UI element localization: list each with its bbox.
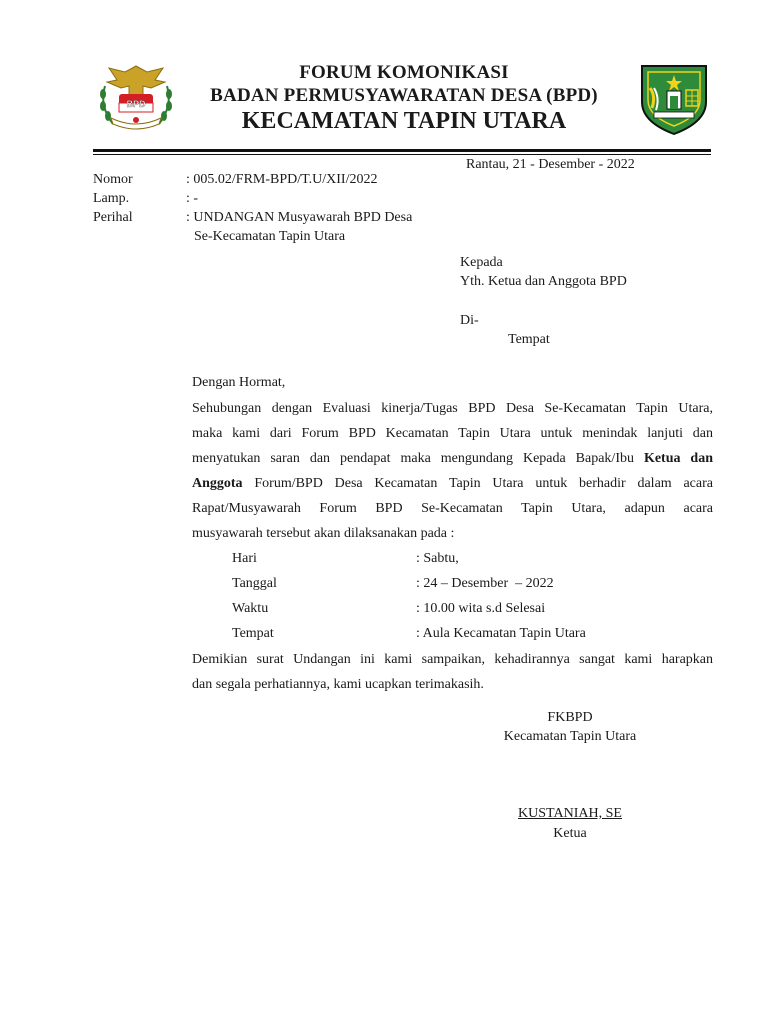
schedule-label-tanggal: Tanggal	[232, 576, 277, 591]
header-rule-thin	[93, 154, 711, 155]
body-line-2: maka kami dari Forum BPD Kecamatan Tapin Utara untuk menindak lanjuti dan	[192, 426, 713, 441]
body-line-3-text: menyatukan saran dan pendapat maka mengundang Kepada Bapak/Ibu	[192, 451, 644, 466]
body-paragraph	[192, 396, 713, 546]
schedule-label-hari: Hari	[232, 551, 257, 566]
bpd-logo-text: BPD	[126, 99, 146, 109]
recipient-yth: Yth. Ketua dan Anggota BPD	[460, 274, 627, 289]
body-line-3	[192, 446, 713, 471]
schedule-value-waktu: : 10.00 wita s.d Selesai	[416, 601, 546, 616]
recipient-di: Di-	[460, 313, 479, 328]
meta-value-nomor: : 005.02/FRM-BPD/T.U/XII/2022	[186, 172, 378, 187]
body-line-3-bold: Ketua dan	[643, 451, 714, 466]
meta-label-nomor: Nomor	[93, 172, 133, 187]
body-line-4	[192, 471, 713, 496]
body-line-5: Rapat/Musyawarah Forum BPD Se-Kecamatan Tapin Utara, adapun acara	[192, 501, 713, 516]
closing-paragraph	[192, 647, 713, 697]
schedule-value-tempat: : Aula Kecamatan Tapin Utara	[416, 626, 586, 641]
letterhead-line-1: FORUM KOMONIKASI	[299, 62, 509, 83]
greeting: Dengan Hormat,	[192, 375, 286, 390]
meta-value-lamp: : -	[186, 191, 199, 206]
body-line-6: musyawarah tersebut akan dilaksanakan pada :	[192, 526, 455, 541]
meta-value-perihal: : UNDANGAN Musyawarah BPD Desa	[186, 210, 413, 225]
letterhead-line-2: BADAN PERMUSYAWARATAN DESA (BPD)	[210, 85, 598, 106]
signature-title: Ketua	[553, 826, 587, 841]
header-rule-thick	[93, 149, 711, 152]
meta-perihal-continued: Se-Kecamatan Tapin Utara	[194, 229, 346, 244]
letterhead-line-3: KECAMATAN TAPIN UTARA	[241, 108, 567, 134]
signature-name: KUSTANIAH, SE	[518, 806, 622, 821]
schedule-label-waktu: Waktu	[232, 601, 269, 616]
signature-org-sub: Kecamatan Tapin Utara	[503, 729, 637, 744]
signature-org: FKBPD	[547, 710, 593, 725]
closing-line-2: dan segala perhatiannya, kami ucapkan terimakasih.	[192, 677, 484, 692]
body-line-1: Sehubungan dengan Evaluasi kinerja/Tugas BPD Desa Se-Kecamatan Tapin Utara,	[192, 401, 713, 416]
schedule-value-hari: : Sabtu,	[416, 551, 459, 566]
date-line: Rantau, 21 - Desember - 2022	[466, 157, 635, 172]
closing-line-1: Demikian surat Undangan ini kami sampaikan, kehadirannya sangat kami harapkan	[192, 652, 713, 667]
meta-label-lamp: Lamp.	[93, 191, 130, 206]
recipient-tempat: Tempat	[508, 332, 550, 347]
schedule-value-tanggal: : 24 – Desember – 2022	[416, 576, 554, 591]
recipient-kepada: Kepada	[460, 255, 503, 270]
body-line-4-text: Forum/BPD Desa Kecamatan Tapin Utara untuk berhadir dalam acara	[242, 476, 713, 491]
body-line-4-bold: Anggota	[192, 476, 243, 491]
meta-label-perihal: Perihal	[93, 210, 133, 225]
schedule-label-tempat: Tempat	[232, 626, 274, 641]
